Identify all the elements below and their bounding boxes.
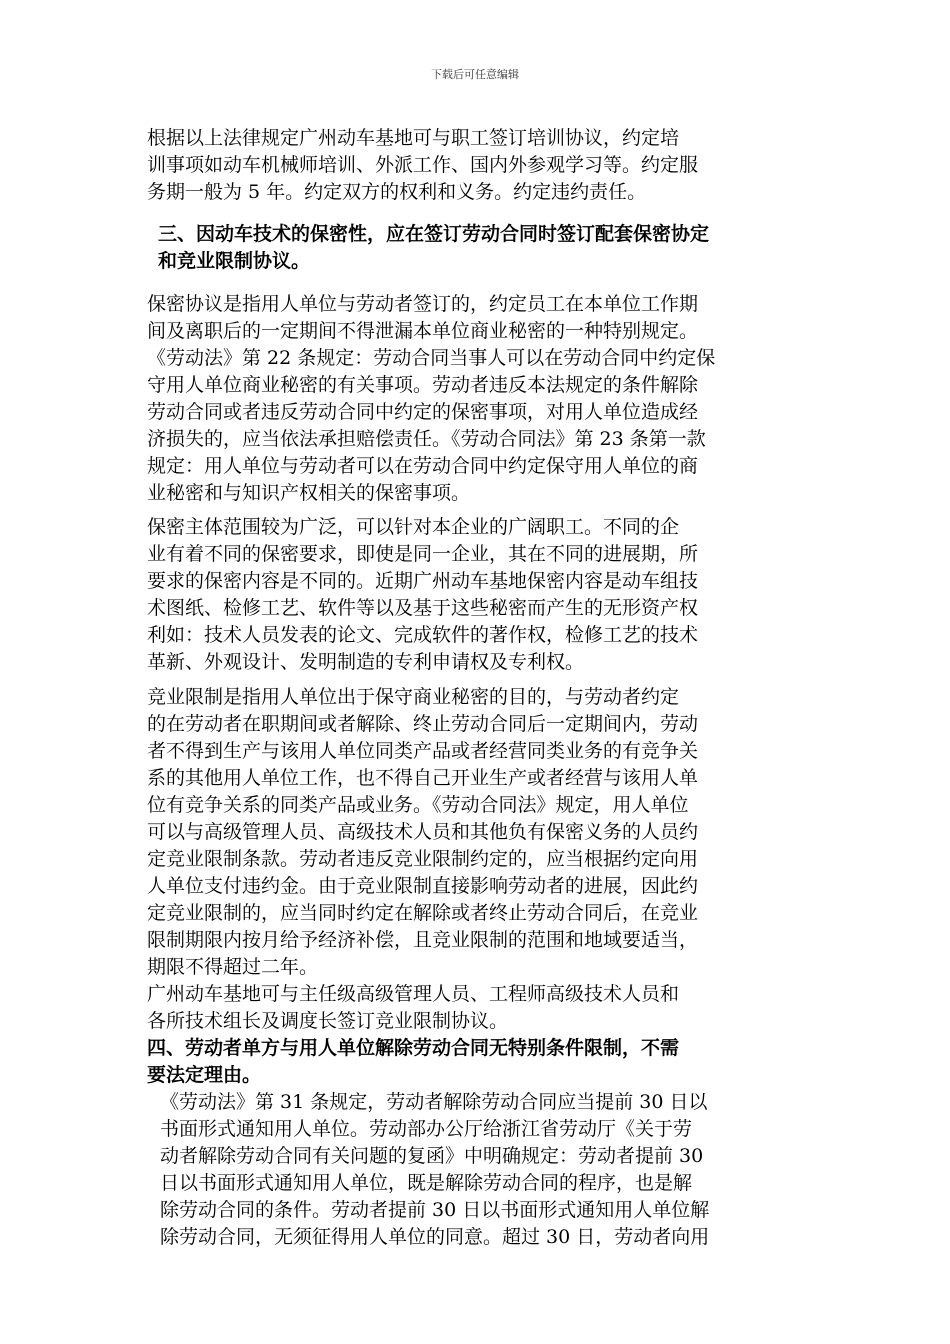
text-line: 的在劳动者在职期间或者解除、终止劳动合同后一定期间内，劳动 [147,713,699,735]
text-line: 规定：用人单位与劳动者可以在劳动合同中约定保守用人单位的商 [147,455,699,477]
text-line: 保密主体范围较为广泛，可以针对本企业的广阔职工。不同的企 [147,516,680,538]
text-line: 务期一般为 5 年。约定双方的权利和义务。约定违约责任。 [147,181,647,203]
heading-line: 要法定理由。 [147,1064,262,1086]
text-line: 广州动车基地可与主任级高级管理人员、工程师高级技术人员和 [147,983,680,1005]
heading-line: 四、劳动者单方与用人单位解除劳动合同无特别条件限制，不需 [147,1037,680,1059]
text-line: 定竞业限制条款。劳动者违反竞业限制约定的，应当根据约定向用 [147,848,699,870]
text-line: 劳动合同或者违反劳动合同中约定的保密事项，对用人单位造成经 [147,401,699,423]
text-line: 保密协议是指用人单位与劳动者签订的，约定员工在本单位工作期 [147,293,699,315]
text-line: 训事项如动车机械师培训、外派工作、国内外参观学习等。约定服 [147,154,699,176]
text-line: 除劳动合同的条件。劳动者提前 30 日以书面形式通知用人单位解 [160,1199,710,1221]
text-line: 者不得到生产与该用人单位同类产品或者经营同类业务的有竞争关 [147,740,699,762]
paragraph-unilateral-termination [160,1089,709,1251]
text-line: 业有着不同的保密要求，即使是同一企业，其在不同的进展期，所 [147,543,699,565]
paragraph-non-compete [147,684,698,1035]
text-line: 业秘密和与知识产权相关的保密事项。 [147,482,471,504]
text-line: 《劳动法》第 22 条规定：劳动合同当事人可以在劳动合同中约定保 [147,347,716,369]
paragraph-confidentiality-scope [147,514,698,676]
text-line: 要求的保密内容是不同的。近期广州动车基地保密内容是动车组技 [147,570,699,592]
text-line: 间及离职后的一定期间不得泄漏本单位商业秘密的一种特别规定。 [147,320,699,342]
text-line: 除劳动合同，无须征得用人单位的同意。超过 30 日，劳动者向用 [160,1226,710,1248]
text-line: 日以书面形式通知用人单位，既是解除劳动合同的程序，也是解 [160,1172,693,1194]
paragraph-confidentiality-agreement [147,291,715,507]
paragraph-training-agreement [147,125,698,206]
text-line: 竞业限制是指用人单位出于保守商业秘密的目的，与劳动者约定 [147,686,680,708]
text-line: 位有竞争关系的同类产品或业务。《劳动合同法》规定，用人单位 [147,794,689,816]
text-line: 各所技术组长及调度长签订竞业限制协议。 [147,1010,509,1032]
text-line: 期限不得超过二年。 [147,956,319,978]
text-line: 革新、外观设计、发明制造的专利申请权及专利权。 [147,651,585,673]
text-line: 可以与高级管理人员、高级技术人员和其他负有保密义务的人员约 [147,821,699,843]
text-line: 根据以上法律规定广州动车基地可与职工签订培训协议，约定培 [147,127,680,149]
section-heading-4 [147,1035,679,1089]
page-header: 下载后可任意编辑 [431,68,519,81]
text-line: 动者解除劳动合同有关问题的复函》中明确规定：劳动者提前 30 [160,1145,704,1167]
section-heading-3 [158,221,709,275]
text-line: 利如：技术人员发表的论文、完成软件的著作权，检修工艺的技术 [147,624,699,646]
text-line: 定竞业限制的，应当同时约定在解除或者终止劳动合同后，在竞业 [147,902,699,924]
text-line: 人单位支付违约金。由于竞业限制直接影响劳动者的进展，因此约 [147,875,699,897]
heading-line: 三、因动车技术的保密性，应在签订劳动合同时签订配套保密协定 [158,223,710,245]
text-line: 守用人单位商业秘密的有关事项。劳动者违反本法规定的条件解除 [147,374,699,396]
text-line: 济损失的，应当依法承担赔偿责任。《劳动合同法》第 23 条第一款 [147,428,706,450]
heading-line: 和竞业限制协议。 [158,250,311,272]
text-line: 术图纸、检修工艺、软件等以及基于这些秘密而产生的无形资产权 [147,597,699,619]
text-line: 书面形式通知用人单位。劳动部办公厅给浙江省劳动厅《关于劳 [160,1118,693,1140]
text-line: 《劳动法》第 31 条规定，劳动者解除劳动合同应当提前 30 日以 [160,1091,708,1113]
text-line: 限制期限内按月给予经济补偿，且竞业限制的范围和地域要适当， [147,929,699,951]
text-line: 系的其他用人单位工作，也不得自己开业生产或者经营与该用人单 [147,767,699,789]
